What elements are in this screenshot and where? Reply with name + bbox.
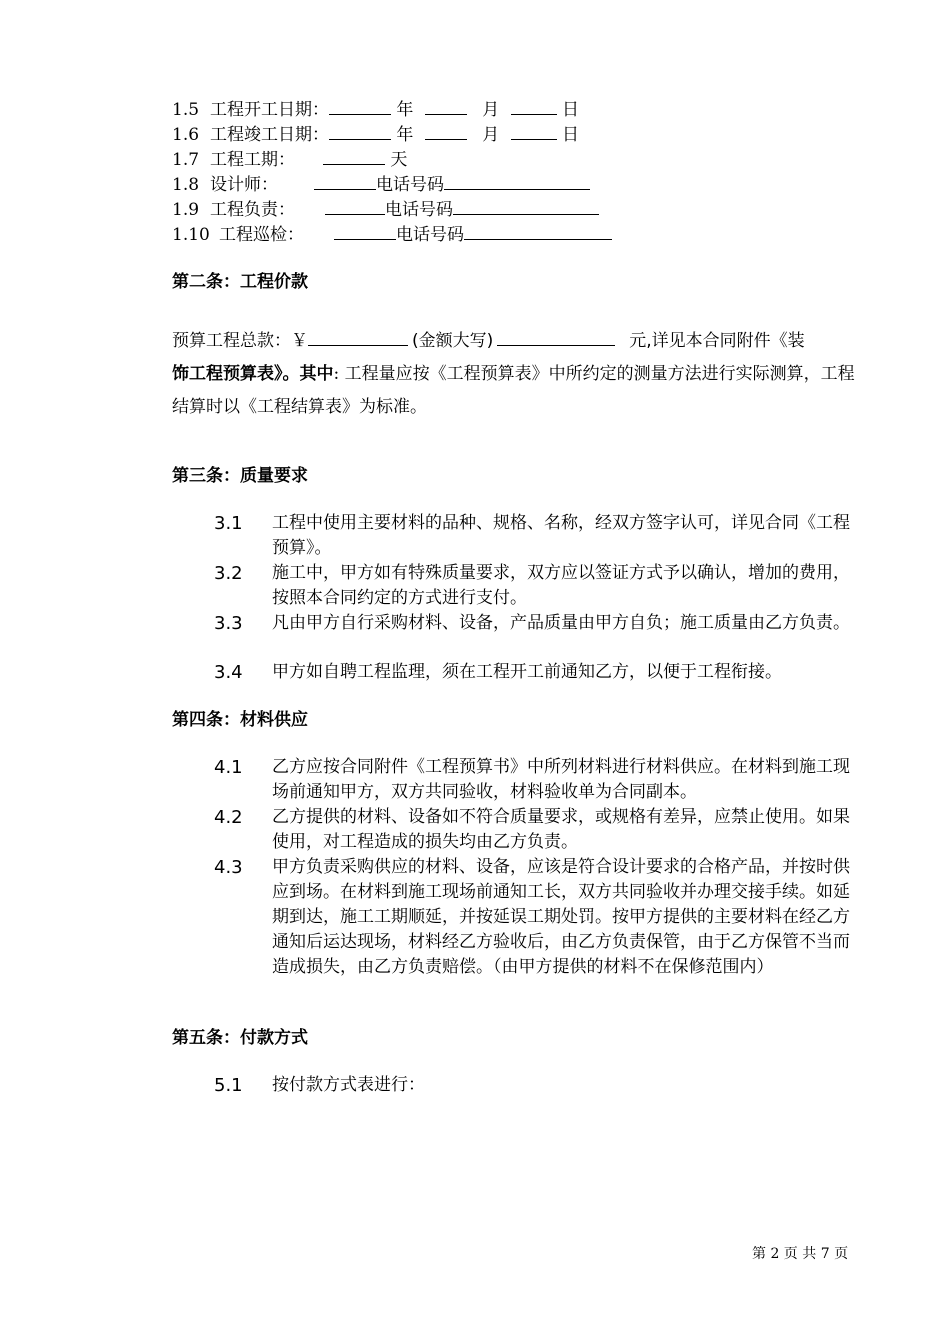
item-text: 乙方应按合同附件《工程预算书》中所列材料进行材料供应。在材料到施工现场前通知甲方，双方共同验收，材料验收单为合同副本。	[272, 757, 850, 802]
item-text: 乙方提供的材料、设备如不符合质量要求，或规格有差异，应禁止使用。如果使用，对工程造成的损失均由乙方负责。	[272, 807, 850, 852]
list-item	[214, 561, 864, 611]
item-number: 1.8	[172, 175, 200, 195]
item-number: 4.3	[214, 857, 243, 878]
phone-label: 电话号码	[396, 225, 464, 245]
item-number: 4.1	[214, 757, 243, 778]
item-label: 设计师：	[210, 175, 278, 195]
amount-caps-label: (金额大写)	[412, 331, 494, 351]
annex-rest-text: : 工程量应按《工程预算表》中所约定的测量方法进行实际测算，工程结算时以《工程结算表》为标准。	[172, 364, 855, 417]
item-text: 甲方如自聘工程监理，须在工程开工前通知乙方，以便于工程衔接。	[272, 662, 782, 682]
item-number: 1.9	[172, 200, 200, 220]
item-text: 工程中使用主要材料的品种、规格、名称，经双方签字认可，详见合同《工程预算》。	[272, 513, 850, 558]
article-5-heading: 第五条：付款方式	[172, 1028, 308, 1048]
blank-line	[444, 172, 590, 190]
blank-line	[425, 97, 467, 115]
page-number: 第 2 页 共 7 页	[752, 1246, 849, 1262]
item-label: 工程巡检：	[219, 225, 304, 245]
item-number: 1.10	[172, 225, 210, 245]
line-1-6	[172, 122, 579, 147]
article-3-heading: 第三条：质量要求	[172, 466, 308, 486]
blank-line	[334, 222, 396, 240]
blank-line	[464, 222, 612, 240]
line-1-8	[172, 172, 590, 197]
phone-label: 电话号码	[385, 200, 453, 220]
unit-text: 元,详见本合同附件《装	[629, 331, 805, 351]
annex-bold-text: 饰工程预算表》。其中	[172, 364, 334, 384]
article-2-paragraph	[172, 325, 862, 424]
blank-line	[453, 197, 599, 215]
year-label: 年	[396, 100, 414, 120]
item-label: 工程开工日期：	[210, 100, 329, 120]
day-label: 日	[562, 100, 580, 120]
budget-prefix: 预算工程总款：￥	[172, 331, 308, 351]
item-number: 3.1	[214, 513, 243, 534]
line-1-10	[172, 222, 612, 247]
blank-line	[325, 197, 385, 215]
item-number: 3.4	[214, 662, 243, 683]
blank-line	[511, 122, 557, 140]
item-label: 工程竣工日期：	[210, 125, 329, 145]
blank-line	[323, 147, 385, 165]
blank-line	[425, 122, 467, 140]
month-label: 月	[482, 125, 500, 145]
item-label: 工程工期：	[210, 150, 295, 170]
blank-line	[511, 97, 557, 115]
list-item	[214, 1073, 864, 1098]
item-label: 工程负责：	[210, 200, 295, 220]
phone-label: 电话号码	[376, 175, 444, 195]
item-text: 施工中，甲方如有特殊质量要求，双方应以签证方式予以确认，增加的费用，按照本合同约定的方式进行支付。	[272, 563, 850, 608]
item-text: 凡由甲方自行采购材料、设备，产品质量由甲方自负；施工质量由乙方负责。	[272, 613, 850, 633]
item-number: 3.3	[214, 613, 243, 634]
item-text: 甲方负责采购供应的材料、设备，应该是符合设计要求的合格产品，并按时供应到场。在材料到施工现场前通知工长，双方共同验收并办理交接手续。如延期到达，施工工期顺延，并按延误工期处罚。按甲方提供的主要材料在经乙方通知后运达现场，材料经乙方验收后，由乙方负责保管，由于乙方保管不当而造成损失，由乙方负责赔偿。（由甲方提供的材料不在保修范围内）	[272, 857, 850, 977]
item-text: 按付款方式表进行：	[272, 1075, 425, 1095]
amount-caps-blank	[497, 328, 615, 346]
item-number: 4.2	[214, 807, 243, 828]
year-label: 年	[396, 125, 414, 145]
blank-line	[329, 97, 391, 115]
blank-line	[329, 122, 391, 140]
list-item	[214, 611, 864, 636]
item-number: 3.2	[214, 563, 243, 584]
item-number: 1.7	[172, 150, 200, 170]
list-item	[214, 855, 864, 980]
list-item	[214, 511, 864, 561]
day-label: 日	[562, 125, 580, 145]
article-4-heading: 第四条：材料供应	[172, 710, 308, 730]
month-label: 月	[482, 100, 500, 120]
line-1-5	[172, 97, 579, 122]
article-2-heading: 第二条：工程价款	[172, 272, 308, 292]
line-1-7	[172, 147, 407, 172]
unit-label: 天	[390, 150, 408, 170]
amount-blank	[308, 328, 408, 346]
item-number: 5.1	[214, 1075, 243, 1096]
list-item	[214, 755, 864, 805]
item-number: 1.6	[172, 125, 200, 145]
list-item	[214, 660, 864, 685]
line-1-9	[172, 197, 599, 222]
blank-line	[314, 172, 376, 190]
item-number: 1.5	[172, 100, 200, 120]
list-item	[214, 805, 864, 855]
